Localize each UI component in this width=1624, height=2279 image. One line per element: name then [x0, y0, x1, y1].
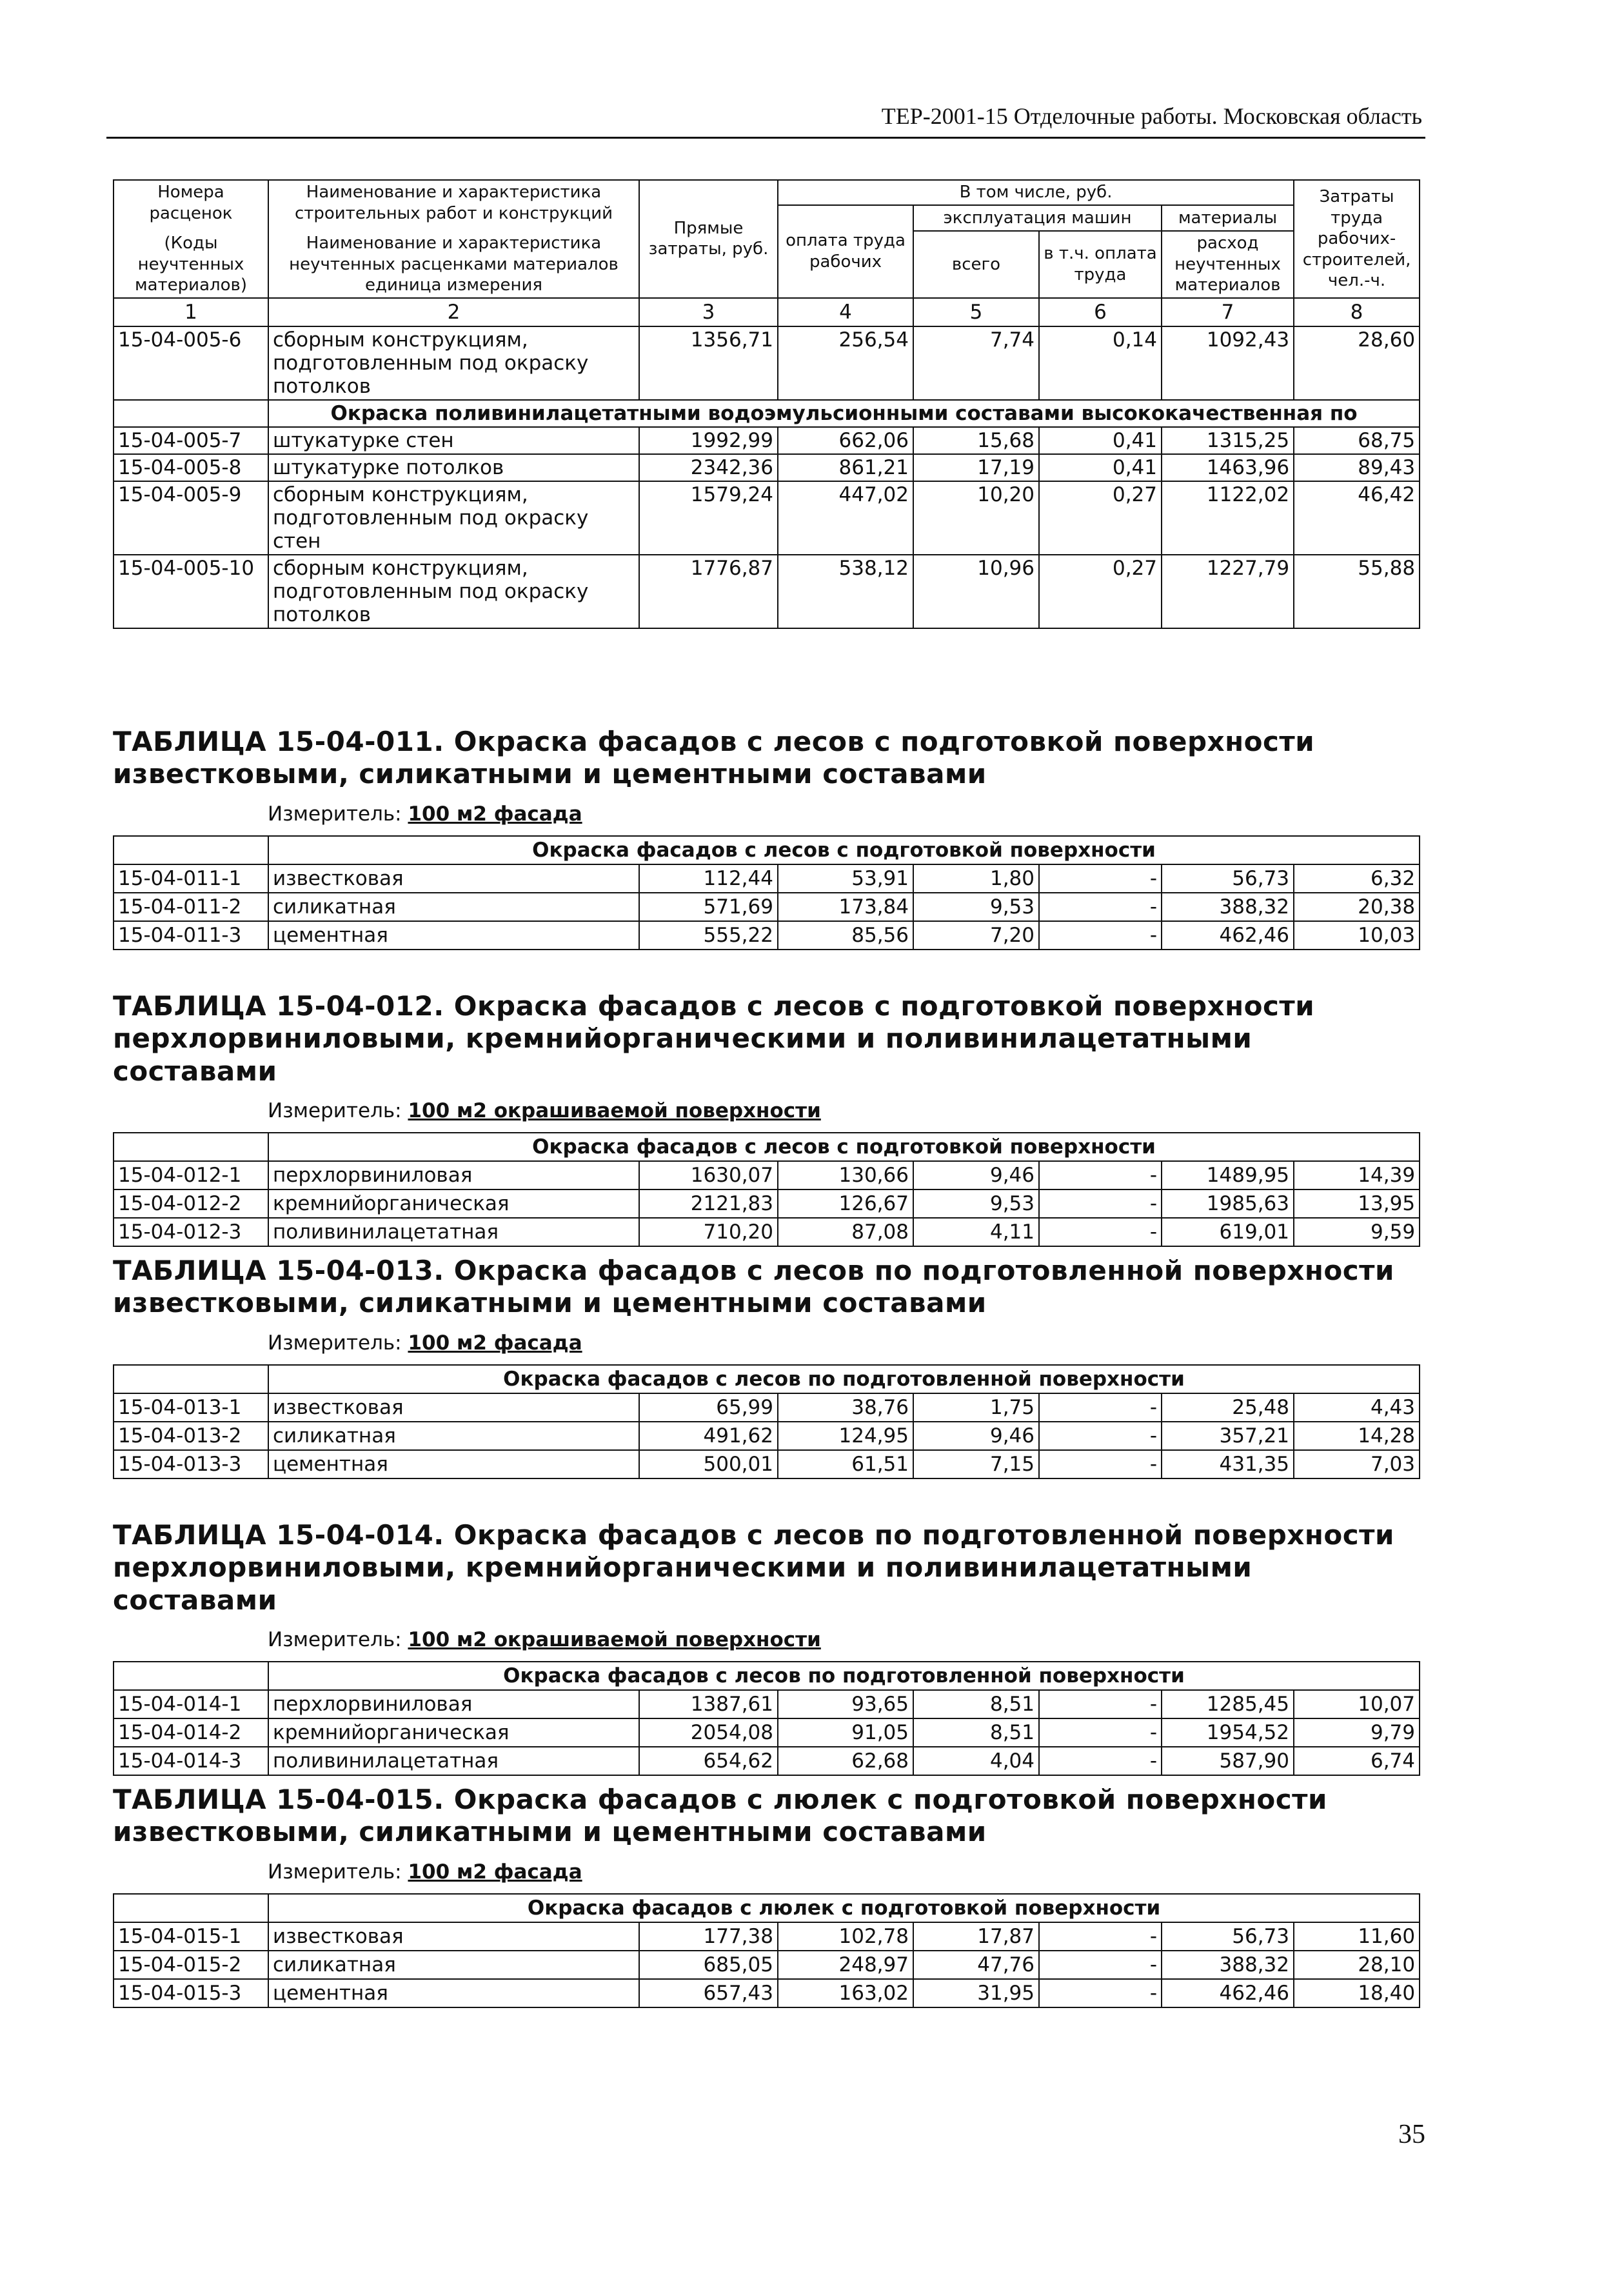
table-row	[114, 1690, 1420, 1718]
section-row-spacer	[114, 1365, 268, 1393]
table-title: ТАБЛИЦА 15-04-012. Окраска фасадов с лесов с подготовкой поверхности перхлорвиниловыми, кремнийорганическими и поливинилацетатными составами	[113, 990, 1315, 1087]
section-row-spacer	[114, 1894, 268, 1922]
machines-total: 7,74	[913, 326, 1039, 400]
measure-label: Измеритель:	[268, 1331, 402, 1355]
materials-cost: 1954,52	[1162, 1718, 1294, 1747]
rate-code: 15-04-005-10	[114, 555, 268, 628]
machines-total: 47,76	[913, 1951, 1039, 1979]
direct-costs: 657,43	[639, 1979, 778, 2007]
materials-cost: 56,73	[1162, 864, 1294, 893]
section-row	[114, 400, 1420, 427]
machines-total: 9,53	[913, 1189, 1039, 1218]
measure-line	[268, 1860, 1425, 1884]
direct-costs: 1992,99	[639, 427, 778, 454]
direct-costs: 65,99	[639, 1393, 778, 1422]
labor-pay: 248,97	[778, 1951, 913, 1979]
main-rows-b	[114, 427, 1420, 628]
rate-code: 15-04-015-1	[114, 1922, 268, 1951]
table-row	[114, 1979, 1420, 2007]
machines-total: 8,51	[913, 1690, 1039, 1718]
section-row-spacer	[114, 1662, 268, 1690]
work-name: перхлорвиниловая	[268, 1690, 639, 1718]
labor-pay: 447,02	[778, 481, 913, 555]
main-rows-a	[114, 326, 1420, 400]
machines-total: 31,95	[913, 1979, 1039, 2007]
direct-costs: 555,22	[639, 921, 778, 950]
table-title: ТАБЛИЦА 15-04-014. Окраска фасадов с лесов по подготовленной поверхности перхлорвиниловыми, кремнийорганическими и поливинилацетатными составами	[113, 1519, 1394, 1616]
labor-hours: 6,74	[1294, 1747, 1420, 1775]
direct-costs: 1776,87	[639, 555, 778, 628]
machines-labor: -	[1039, 1422, 1162, 1450]
table-block-013	[113, 1255, 1425, 1479]
machines-labor: -	[1039, 1718, 1162, 1747]
section-row	[114, 1894, 1420, 1922]
table-row	[114, 1450, 1420, 1478]
machines-total: 4,04	[913, 1747, 1039, 1775]
measure-label: Измеритель:	[268, 802, 402, 826]
table-row	[114, 921, 1420, 950]
machines-total: 10,20	[913, 481, 1039, 555]
work-name: цементная	[268, 921, 639, 950]
work-name: силикатная	[268, 1951, 639, 1979]
materials-cost: 388,32	[1162, 893, 1294, 921]
rates-table-main	[113, 179, 1420, 629]
work-name: штукатурке стен	[268, 427, 639, 454]
measure-label: Измеритель:	[268, 1099, 402, 1123]
machines-total: 9,53	[913, 893, 1039, 921]
materials-cost: 388,32	[1162, 1951, 1294, 1979]
table-row	[114, 1922, 1420, 1951]
labor-hours: 10,03	[1294, 921, 1420, 950]
measure-value: 100 м2 фасада	[408, 1331, 582, 1355]
rate-code: 15-04-011-1	[114, 864, 268, 893]
work-name: сборным конструкциям, подготовленным под окраску потолков	[268, 555, 639, 628]
direct-costs: 1356,71	[639, 326, 778, 400]
header-labor-costs: Затраты труда рабочих-строителей, чел.-ч.	[1294, 180, 1420, 298]
labor-hours: 7,03	[1294, 1450, 1420, 1478]
machines-labor: -	[1039, 1951, 1162, 1979]
section-row	[114, 836, 1420, 864]
work-name: известковая	[268, 1393, 639, 1422]
machines-total: 4,11	[913, 1218, 1039, 1246]
header-materials: материалы	[1162, 205, 1294, 232]
materials-cost: 1489,95	[1162, 1161, 1294, 1189]
materials-cost: 25,48	[1162, 1393, 1294, 1422]
table-row	[114, 454, 1420, 481]
machines-labor: -	[1039, 1393, 1162, 1422]
table-row	[114, 1747, 1420, 1775]
direct-costs: 500,01	[639, 1450, 778, 1478]
section-title: Окраска фасадов с лесов по подготовленной поверхности	[268, 1365, 1420, 1393]
machines-total: 17,87	[913, 1922, 1039, 1951]
work-name: известковая	[268, 864, 639, 893]
labor-pay: 102,78	[778, 1922, 913, 1951]
labor-hours: 18,40	[1294, 1979, 1420, 2007]
column-number: 4	[778, 298, 913, 327]
direct-costs: 571,69	[639, 893, 778, 921]
labor-hours: 28,60	[1294, 326, 1420, 400]
work-name: сборным конструкциям, подготовленным под окраску потолков	[268, 326, 639, 400]
machines-total: 8,51	[913, 1718, 1039, 1747]
work-name: сборным конструкциям, подготовленным под окраску стен	[268, 481, 639, 555]
column-number: 6	[1039, 298, 1162, 327]
machines-labor: 0,27	[1039, 555, 1162, 628]
machines-labor: -	[1039, 1189, 1162, 1218]
machines-labor: 0,41	[1039, 427, 1162, 454]
labor-pay: 53,91	[778, 864, 913, 893]
direct-costs: 1630,07	[639, 1161, 778, 1189]
machines-total: 7,20	[913, 921, 1039, 950]
machines-labor: -	[1039, 921, 1162, 950]
labor-pay: 256,54	[778, 326, 913, 400]
labor-hours: 55,88	[1294, 555, 1420, 628]
work-name: поливинилацетатная	[268, 1747, 639, 1775]
section-title: Окраска поливинилацетатными водоэмульсионными составами высококачественная по	[268, 400, 1420, 427]
table-row	[114, 893, 1420, 921]
header-materials-unaccounted: расход неучтенных материалов	[1162, 231, 1294, 298]
rate-code: 15-04-013-1	[114, 1393, 268, 1422]
rate-code: 15-04-005-8	[114, 454, 268, 481]
materials-cost: 1122,02	[1162, 481, 1294, 555]
rate-code: 15-04-013-3	[114, 1450, 268, 1478]
section-row	[114, 1662, 1420, 1690]
column-number: 2	[268, 298, 639, 327]
labor-hours: 14,39	[1294, 1161, 1420, 1189]
machines-labor: -	[1039, 1747, 1162, 1775]
labor-hours: 11,60	[1294, 1922, 1420, 1951]
machines-total: 10,96	[913, 555, 1039, 628]
table-rows	[114, 1690, 1420, 1775]
machines-labor: 0,41	[1039, 454, 1162, 481]
machines-total: 9,46	[913, 1161, 1039, 1189]
labor-hours: 68,75	[1294, 427, 1420, 454]
section-row-spacer	[114, 400, 268, 427]
labor-pay: 38,76	[778, 1393, 913, 1422]
work-name: кремнийорганическая	[268, 1189, 639, 1218]
table-row	[114, 326, 1420, 400]
materials-cost: 1092,43	[1162, 326, 1294, 400]
machines-total: 1,80	[913, 864, 1039, 893]
measure-line	[268, 802, 1425, 826]
labor-hours: 89,43	[1294, 454, 1420, 481]
section-title: Окраска фасадов с лесов с подготовкой поверхности	[268, 1133, 1420, 1161]
measure-value: 100 м2 окрашиваемой поверхности	[408, 1628, 821, 1652]
labor-pay: 124,95	[778, 1422, 913, 1450]
labor-hours: 10,07	[1294, 1690, 1420, 1718]
rate-code: 15-04-005-6	[114, 326, 268, 400]
header-codes	[114, 180, 268, 298]
labor-hours: 20,38	[1294, 893, 1420, 921]
labor-pay: 163,02	[778, 1979, 913, 2007]
materials-cost: 431,35	[1162, 1450, 1294, 1478]
rates-table	[113, 1132, 1420, 1247]
rate-code: 15-04-005-9	[114, 481, 268, 555]
machines-labor: -	[1039, 1218, 1162, 1246]
labor-hours: 9,59	[1294, 1218, 1420, 1246]
machines-labor: -	[1039, 1979, 1162, 2007]
machines-labor: -	[1039, 1161, 1162, 1189]
labor-hours: 13,95	[1294, 1189, 1420, 1218]
table-row	[114, 1951, 1420, 1979]
work-name: цементная	[268, 1450, 639, 1478]
column-number: 3	[639, 298, 778, 327]
materials-cost: 1985,63	[1162, 1189, 1294, 1218]
rate-code: 15-04-015-2	[114, 1951, 268, 1979]
measure-label: Измеритель:	[268, 1860, 402, 1884]
materials-cost: 1315,25	[1162, 427, 1294, 454]
direct-costs: 2121,83	[639, 1189, 778, 1218]
table-row	[114, 1161, 1420, 1189]
table-row	[114, 1218, 1420, 1246]
section-row	[114, 1365, 1420, 1393]
table-row	[114, 1718, 1420, 1747]
rate-code: 15-04-012-1	[114, 1161, 268, 1189]
materials-cost: 619,01	[1162, 1218, 1294, 1246]
work-name: известковая	[268, 1922, 639, 1951]
labor-pay: 62,68	[778, 1747, 913, 1775]
materials-cost: 1285,45	[1162, 1690, 1294, 1718]
labor-hours: 9,79	[1294, 1718, 1420, 1747]
direct-costs: 491,62	[639, 1422, 778, 1450]
header-machines-total: всего	[913, 231, 1039, 298]
table-rows	[114, 1161, 1420, 1246]
rates-table	[113, 1893, 1420, 2008]
header-name-bottom: Наименование и характеристика неучтенных расценками материалов единица измерения	[289, 234, 619, 295]
materials-cost: 357,21	[1162, 1422, 1294, 1450]
table-block-015	[113, 1784, 1425, 2008]
header-direct-costs: Прямые затраты, руб.	[639, 180, 778, 298]
measure-line	[268, 1628, 1425, 1652]
table-rows	[114, 1922, 1420, 2007]
measure-line	[268, 1099, 1425, 1123]
table-block-014	[113, 1519, 1425, 1776]
header-machines: эксплуатация машин	[913, 205, 1162, 232]
table-rows	[114, 1393, 1420, 1478]
direct-costs: 177,38	[639, 1922, 778, 1951]
header-name	[268, 180, 639, 298]
labor-pay: 87,08	[778, 1218, 913, 1246]
table-block-012	[113, 990, 1425, 1247]
rate-code: 15-04-011-3	[114, 921, 268, 950]
section-title: Окраска фасадов с лесов по подготовленной поверхности	[268, 1662, 1420, 1690]
rates-table	[113, 1364, 1420, 1479]
materials-cost: 587,90	[1162, 1747, 1294, 1775]
materials-cost: 56,73	[1162, 1922, 1294, 1951]
rate-code: 15-04-013-2	[114, 1422, 268, 1450]
machines-labor: -	[1039, 1690, 1162, 1718]
machines-total: 1,75	[913, 1393, 1039, 1422]
work-name: кремнийорганическая	[268, 1718, 639, 1747]
table-block-011	[113, 726, 1425, 950]
materials-cost: 1463,96	[1162, 454, 1294, 481]
direct-costs: 112,44	[639, 864, 778, 893]
rate-code: 15-04-014-1	[114, 1690, 268, 1718]
rates-table	[113, 835, 1420, 950]
table-row	[114, 1422, 1420, 1450]
work-name: перхлорвиниловая	[268, 1161, 639, 1189]
labor-pay: 85,56	[778, 921, 913, 950]
table-row	[114, 864, 1420, 893]
rate-code: 15-04-005-7	[114, 427, 268, 454]
measure-value: 100 м2 фасада	[408, 802, 582, 826]
rate-code: 15-04-014-3	[114, 1747, 268, 1775]
table-row	[114, 555, 1420, 628]
table-title: ТАБЛИЦА 15-04-013. Окраска фасадов с лесов по подготовленной поверхности известковыми, силикатными и цементными составами	[113, 1255, 1394, 1319]
section-title: Окраска фасадов с люлек с подготовкой поверхности	[268, 1894, 1420, 1922]
column-number: 5	[913, 298, 1039, 327]
measure-value: 100 м2 окрашиваемой поверхности	[408, 1099, 821, 1123]
measure-label: Измеритель:	[268, 1628, 402, 1652]
page-header-title: ТЕР-2001-15 Отделочные работы. Московская область	[881, 103, 1422, 129]
machines-labor: -	[1039, 864, 1162, 893]
table-rows	[114, 864, 1420, 950]
section-title: Окраска фасадов с лесов с подготовкой поверхности	[268, 836, 1420, 864]
column-number: 8	[1294, 298, 1420, 327]
materials-cost: 1227,79	[1162, 555, 1294, 628]
direct-costs: 710,20	[639, 1218, 778, 1246]
column-number: 1	[114, 298, 268, 327]
work-name: поливинилацетатная	[268, 1218, 639, 1246]
machines-total: 17,19	[913, 454, 1039, 481]
work-name: силикатная	[268, 893, 639, 921]
machines-labor: -	[1039, 893, 1162, 921]
work-name: штукатурке потолков	[268, 454, 639, 481]
rate-code: 15-04-012-3	[114, 1218, 268, 1246]
labor-pay: 173,84	[778, 893, 913, 921]
rates-table	[113, 1661, 1420, 1776]
machines-labor: -	[1039, 1922, 1162, 1951]
header-machines-labor: в т.ч. оплата труда	[1039, 231, 1162, 298]
labor-hours: 4,43	[1294, 1393, 1420, 1422]
direct-costs: 685,05	[639, 1951, 778, 1979]
materials-cost: 462,46	[1162, 921, 1294, 950]
table-row	[114, 427, 1420, 454]
table-title: ТАБЛИЦА 15-04-015. Окраска фасадов с люлек с подготовкой поверхности известковыми, силикатными и цементными составами	[113, 1784, 1327, 1848]
column-number: 7	[1162, 298, 1294, 327]
direct-costs: 654,62	[639, 1747, 778, 1775]
header-codes-bottom: (Коды неучтенных материалов)	[134, 234, 247, 295]
direct-costs: 1579,24	[639, 481, 778, 555]
measure-value: 100 м2 фасада	[408, 1860, 582, 1884]
table-row	[114, 1393, 1420, 1422]
page-number: 35	[1398, 2120, 1425, 2149]
machines-labor: -	[1039, 1450, 1162, 1478]
header-name-top: Наименование и характеристика строительных работ и конструкций	[294, 183, 613, 223]
work-name: силикатная	[268, 1422, 639, 1450]
labor-pay: 861,21	[778, 454, 913, 481]
machines-total: 7,15	[913, 1450, 1039, 1478]
materials-cost: 462,46	[1162, 1979, 1294, 2007]
header-divider	[106, 137, 1425, 139]
labor-hours: 14,28	[1294, 1422, 1420, 1450]
labor-hours: 28,10	[1294, 1951, 1420, 1979]
labor-pay: 61,51	[778, 1450, 913, 1478]
labor-pay: 538,12	[778, 555, 913, 628]
labor-hours: 6,32	[1294, 864, 1420, 893]
table-row	[114, 481, 1420, 555]
table-title: ТАБЛИЦА 15-04-011. Окраска фасадов с лесов с подготовкой поверхности известковыми, силикатными и цементными составами	[113, 726, 1315, 790]
labor-pay: 93,65	[778, 1690, 913, 1718]
header-codes-top: Номера расценок	[149, 183, 233, 223]
header-including: В том числе, руб.	[778, 180, 1294, 205]
section-row-spacer	[114, 836, 268, 864]
labor-pay: 126,67	[778, 1189, 913, 1218]
labor-pay: 662,06	[778, 427, 913, 454]
rate-code: 15-04-012-2	[114, 1189, 268, 1218]
machines-labor: 0,27	[1039, 481, 1162, 555]
direct-costs: 2342,36	[639, 454, 778, 481]
rate-code: 15-04-011-2	[114, 893, 268, 921]
rate-code: 15-04-014-2	[114, 1718, 268, 1747]
labor-hours: 46,42	[1294, 481, 1420, 555]
direct-costs: 2054,08	[639, 1718, 778, 1747]
machines-labor: 0,14	[1039, 326, 1162, 400]
labor-pay: 130,66	[778, 1161, 913, 1189]
table-row	[114, 1189, 1420, 1218]
machines-total: 9,46	[913, 1422, 1039, 1450]
measure-line	[268, 1331, 1425, 1355]
header-labor-pay: оплата труда рабочих	[778, 205, 913, 298]
machines-total: 15,68	[913, 427, 1039, 454]
rate-code: 15-04-015-3	[114, 1979, 268, 2007]
section-row	[114, 1133, 1420, 1161]
section-row-spacer	[114, 1133, 268, 1161]
work-name: цементная	[268, 1979, 639, 2007]
labor-pay: 91,05	[778, 1718, 913, 1747]
direct-costs: 1387,61	[639, 1690, 778, 1718]
